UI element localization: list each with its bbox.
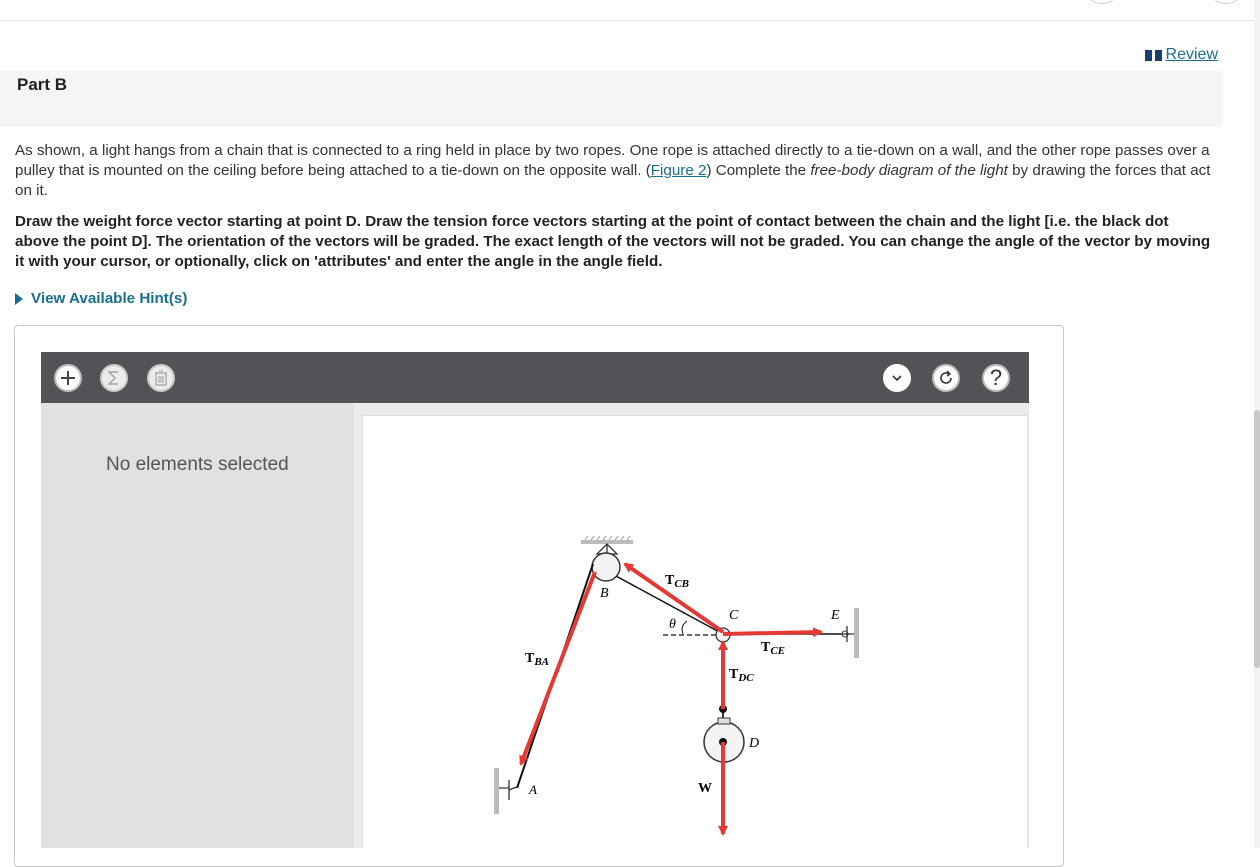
label-tcb: $T_{CB}$	[665, 573, 690, 590]
review-link[interactable]	[1145, 46, 1218, 64]
caret-right-icon	[15, 293, 23, 305]
label-d: D	[749, 736, 760, 751]
figure-diagram	[363, 416, 1029, 849]
reset-icon[interactable]	[932, 364, 960, 392]
trash-icon[interactable]	[147, 364, 175, 392]
question-emphasis: free-body diagram of the light	[810, 162, 1008, 179]
label-tdc: $T_{DC}$	[729, 667, 754, 684]
label-a: A	[529, 782, 537, 797]
ceiling-mount	[581, 536, 633, 554]
scrollbar-thumb[interactable]	[1254, 410, 1260, 668]
chevron-down-icon[interactable]	[883, 364, 911, 392]
question-text-part: by drawing the forces that act on it.	[15, 162, 1211, 199]
question-text-part: ) Complete the	[706, 162, 811, 179]
label-b: B	[600, 586, 609, 601]
pulley	[592, 553, 620, 581]
label-c: C	[729, 608, 739, 623]
theta-arc	[682, 621, 687, 634]
top-button-edge[interactable]	[1212, 0, 1240, 4]
label-w: W	[698, 781, 712, 796]
sigma-icon[interactable]	[100, 364, 128, 392]
instructions-text: Draw the weight force vector starting at point D. Draw the tension force vectors starting at the point of contact between the chain and the light [i.e. the black dot above the point D]. The orientation of the vectors will be graded. The exact length of the vectors will not be graded. You can change the angle of the vector by moving it with your cursor, or optionally, click on 'attributes' and enter the angle in the angle field.	[15, 213, 1211, 270]
top-button-edge[interactable]	[1088, 0, 1116, 4]
review-label: Review	[1165, 46, 1218, 63]
view-hints-toggle[interactable]	[15, 290, 187, 307]
label-tba: $T_{BA}$	[525, 651, 550, 668]
book-icon	[1145, 50, 1162, 61]
label-tce: $T_{CE}$	[761, 640, 786, 657]
question-text-part: As shown, a light hangs from a chain that is connected to a ring held in place by two ropes. One rope is attached directly to a tie-down on a wall, and the other rope passes over a pulley that is mounted on the ceiling before being attached to a tie-down on the opposite wall. (	[15, 142, 1210, 179]
top-divider	[0, 20, 1260, 21]
vector-tce[interactable]	[723, 632, 821, 634]
figure-link[interactable]: Figure 2	[650, 162, 707, 179]
hint-label: View Available Hint(s)	[31, 290, 188, 307]
question-text	[15, 141, 1215, 201]
right-wall-tiedown	[841, 608, 859, 658]
selection-status: No elements selected	[106, 454, 289, 475]
light-socket	[718, 718, 730, 724]
question-icon[interactable]: ?	[982, 364, 1010, 392]
plus-icon[interactable]	[54, 364, 82, 392]
part-header	[0, 71, 1222, 127]
drawing-toolbar	[41, 352, 1029, 403]
vector-tba[interactable]	[521, 572, 595, 764]
force-vectors[interactable]	[521, 564, 821, 834]
drawing-canvas[interactable]	[362, 415, 1028, 848]
left-wall-tiedown	[494, 768, 519, 814]
label-e: E	[831, 608, 840, 623]
part-title: Part B	[17, 75, 68, 94]
label-theta: θ	[669, 617, 676, 632]
